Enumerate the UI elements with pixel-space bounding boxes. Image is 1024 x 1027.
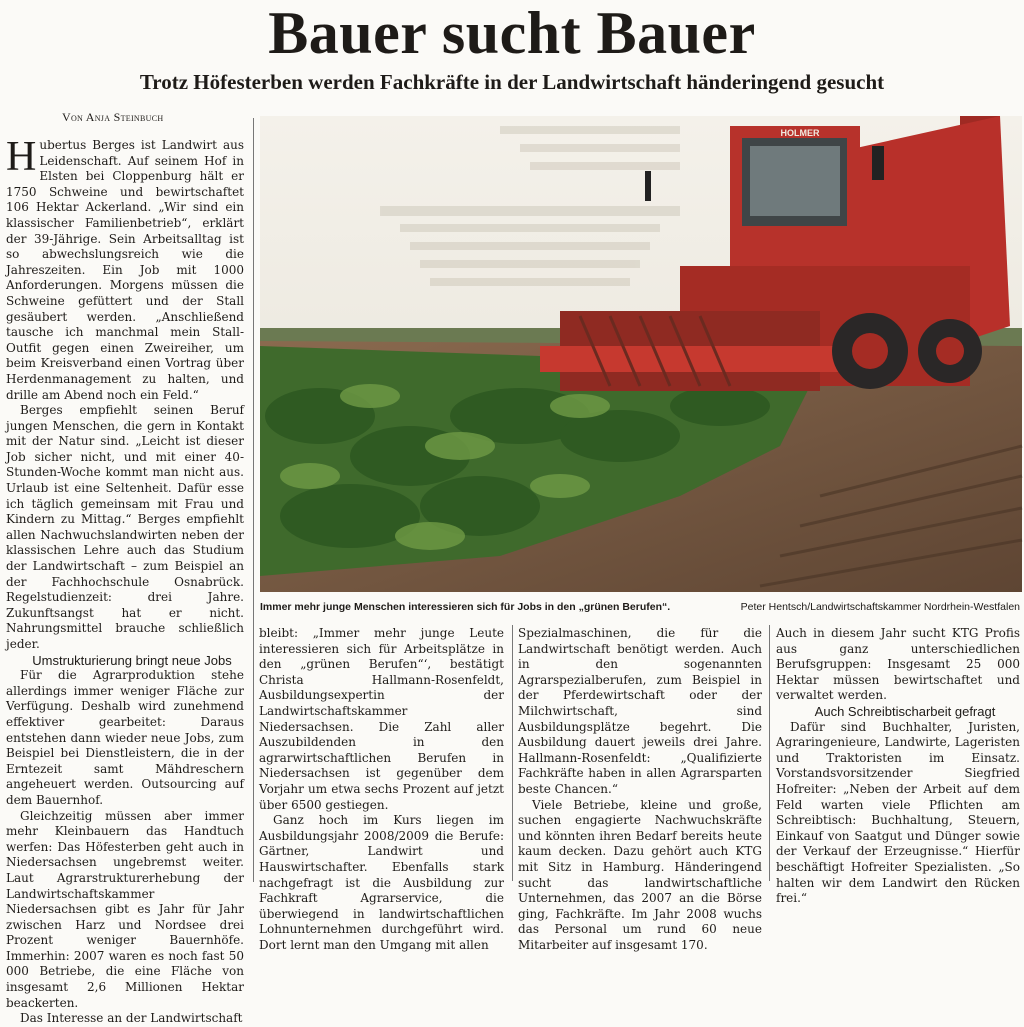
photo-caption: Immer mehr junge Menschen interessieren sich für Jobs in den „grünen Berufen“. <box>260 601 671 613</box>
subheadline: Trotz Höfesterben werden Fachkräfte in der Landwirtschaft händeringend gesucht <box>139 70 885 94</box>
harvester-photo <box>260 116 1022 592</box>
column-divider <box>769 625 770 881</box>
column-divider <box>253 118 254 882</box>
article-column-3 <box>518 626 762 952</box>
paragraph: Das Interesse an der Landwirtschaft <box>20 1011 243 1026</box>
paragraph: Viele Betriebe, kleine und große, suchen engagierte Nachwuchskräfte und könnten ihren Bedarf bereits heute kaum decken. Dazu gehört auch KTG mit Sitz in Hamburg. Händeringend sucht das landwirtschaftliche Unternehmen, das 2007 an die Börse ging, Fachkräfte. Im Jahr 2008 wuchs das Personal um rund 60 neue Mitarbeiter auf insgesamt 170. <box>518 797 762 952</box>
byline: Von Anja Steinbuch <box>62 110 164 124</box>
headline: Bauer sucht Bauer <box>268 0 756 66</box>
section-subheading: Auch Schreibtischarbeit gefragt <box>814 703 996 719</box>
paragraph: Berges empfiehlt seinen Beruf jungen Menschen, die gern in Kontakt mit der Natur sind. „Leicht ist dieser Job sicher nicht, und mit einer 40-Stunden-Woche kommt man nicht aus. Urlaub ist eine Seltenheit. Dafür esse ich täglich gemeinsam mit Frau und Kindern zu Mittag.“ Berges empfiehlt allen Nachwuchslandwirten neben der klassischen Lehre auch das Studium der Landwirtschaft – zum Beispiel an der Fachhochschule Osnabrück. Regelstudienzeit: drei Jahre. Zukunftsangst hat er nicht. Nahrungsmittel brauche schließlich jeder. <box>6 403 244 651</box>
paragraph: bleibt: „Immer mehr junge Leute interessieren sich für Arbeitsplätze in den „grünen Berufen“‘, bestätigt Christa Hallmann-Rosenfeldt, Ausbildungsexpertin der Landwirtschaftskammer Niedersachsen. Die Zahl aller Auszubildenden in den agrarwirtschaftlichen Berufen in Niedersachsen ist gegenüber dem Vorjahr um etwa sechs Prozent auf jetzt über 6500 gestiegen. <box>259 626 504 812</box>
paragraph: Dafür sind Buchhalter, Juristen, Agraringenieure, Landwirte, Lageristen und Traktoristen im Einsatz. Vorstandsvorsitzender Siegfried Hofreiter: „Neben der Arbeit auf dem Feld warten viele Pflichten am Schreibtisch: Buchhaltung, Steuern, Einkauf von Saatgut und Dünger sowie der Verkauf der Erzeugnisse.“ Hierfür beschäftigt Hofreiter Spezialisten. „So halten wir dem Landwirt den Rücken frei.“ <box>776 719 1020 906</box>
paragraph: Ganz hoch im Kurs liegen im Ausbildungsjahr 2008/2009 die Berufe: Gärtner, Landwirt und Hauswirtschafter. Ebenfalls stark nachgefragt ist die Ausbildung zur Fachkraft Agrarservice, die überwiegend in landwirtschaftlichen Lohnunternehmen durchgeführt wird. Dort lernt man den Umgang mit allen <box>259 813 504 952</box>
paragraph: Gleichzeitig müssen aber immer mehr Kleinbauern das Handtuch werfen: Das Höfesterben geht auch in Niedersachsen ungebremst weiter. Laut Agrarstrukturerhebung der Landwirtschaftskammer Niedersachsen gibt es Jahr für Jahr zwischen Harz und Nordsee drei Prozent weniger Bauernhöfe. Immerhin: 2007 waren es noch fast 50 000 Betriebe, die eine Fläche von insgesamt 2,6 Millionen Hektar beackerten. <box>6 808 244 1010</box>
column-divider <box>512 625 513 881</box>
article-column-1 <box>6 134 244 1026</box>
article-column-2 <box>259 626 504 952</box>
paragraph: Hubertus Berges ist Landwirt aus Leidenschaft. Auf seinem Hof in Elsten bei Cloppenburg hält er 1750 Schweine und bewirtschaftet 106 Hektar Ackerland. „Wir sind ein klassischer Familienbetrieb“, erklärt der 39-Jährige. Sein Arbeitsalltag ist so abwechslungsreich wie die Jahreszeiten. Ein Job mit 1000 Anforderungen. Morgens müssen die Schweine gefüttert und der Stall gesäubert werden. „Anschließend tausche ich manchmal mein Stall-Outfit gegen einen Zweireiher, um beim Kreisverband einen Vortrag über Herdenmanagement zu halten, und drille am Abend noch ein Feld.“ <box>6 134 244 402</box>
section-subheading: Umstrukturierung bringt neue Jobs <box>32 652 232 668</box>
article-column-4 <box>776 626 1020 906</box>
paragraph: Auch in diesem Jahr sucht KTG Profis aus ganz unterschiedlichen Berufsgruppen: Insgesamt 25 000 Hektar müssen bewirtschaftet und verwaltet werden. <box>776 626 1020 703</box>
harvester-image <box>260 116 1022 592</box>
paragraph: Spezialmaschinen, die für die Landwirtschaft benötigt werden. Auch in den sogenannten Agrarspezialberufen, zum Beispiel in der Pferdewirtschaft oder der Milchwirtschaft, sind Ausbildungsplätze begehrt. Die Ausbildung dauert jeweils drei Jahre. Hallmann-Rosenfeldt: „Qualifizierte Fachkräfte haben in allen Agrarsparten beste Chancen.“ <box>518 626 762 796</box>
drop-cap: H <box>6 134 37 180</box>
photo-credit: Peter Hentsch/Landwirtschaftskammer Nordrhein-Westfalen <box>740 601 1020 613</box>
machine-brand-label: HOLMER <box>780 128 820 138</box>
paragraph: Für die Agrarproduktion stehe allerdings immer weniger Fläche zur Verfügung. Deshalb wird zunehmend effektiver gearbeitet: Daraus entstehen dann wieder neue Jobs, zum Beispiel bei Dienstleistern, die in der Erntezeit samt Mähdreschern angeheuert werden. Outsourcing auf dem Bauernhof. <box>6 668 244 807</box>
